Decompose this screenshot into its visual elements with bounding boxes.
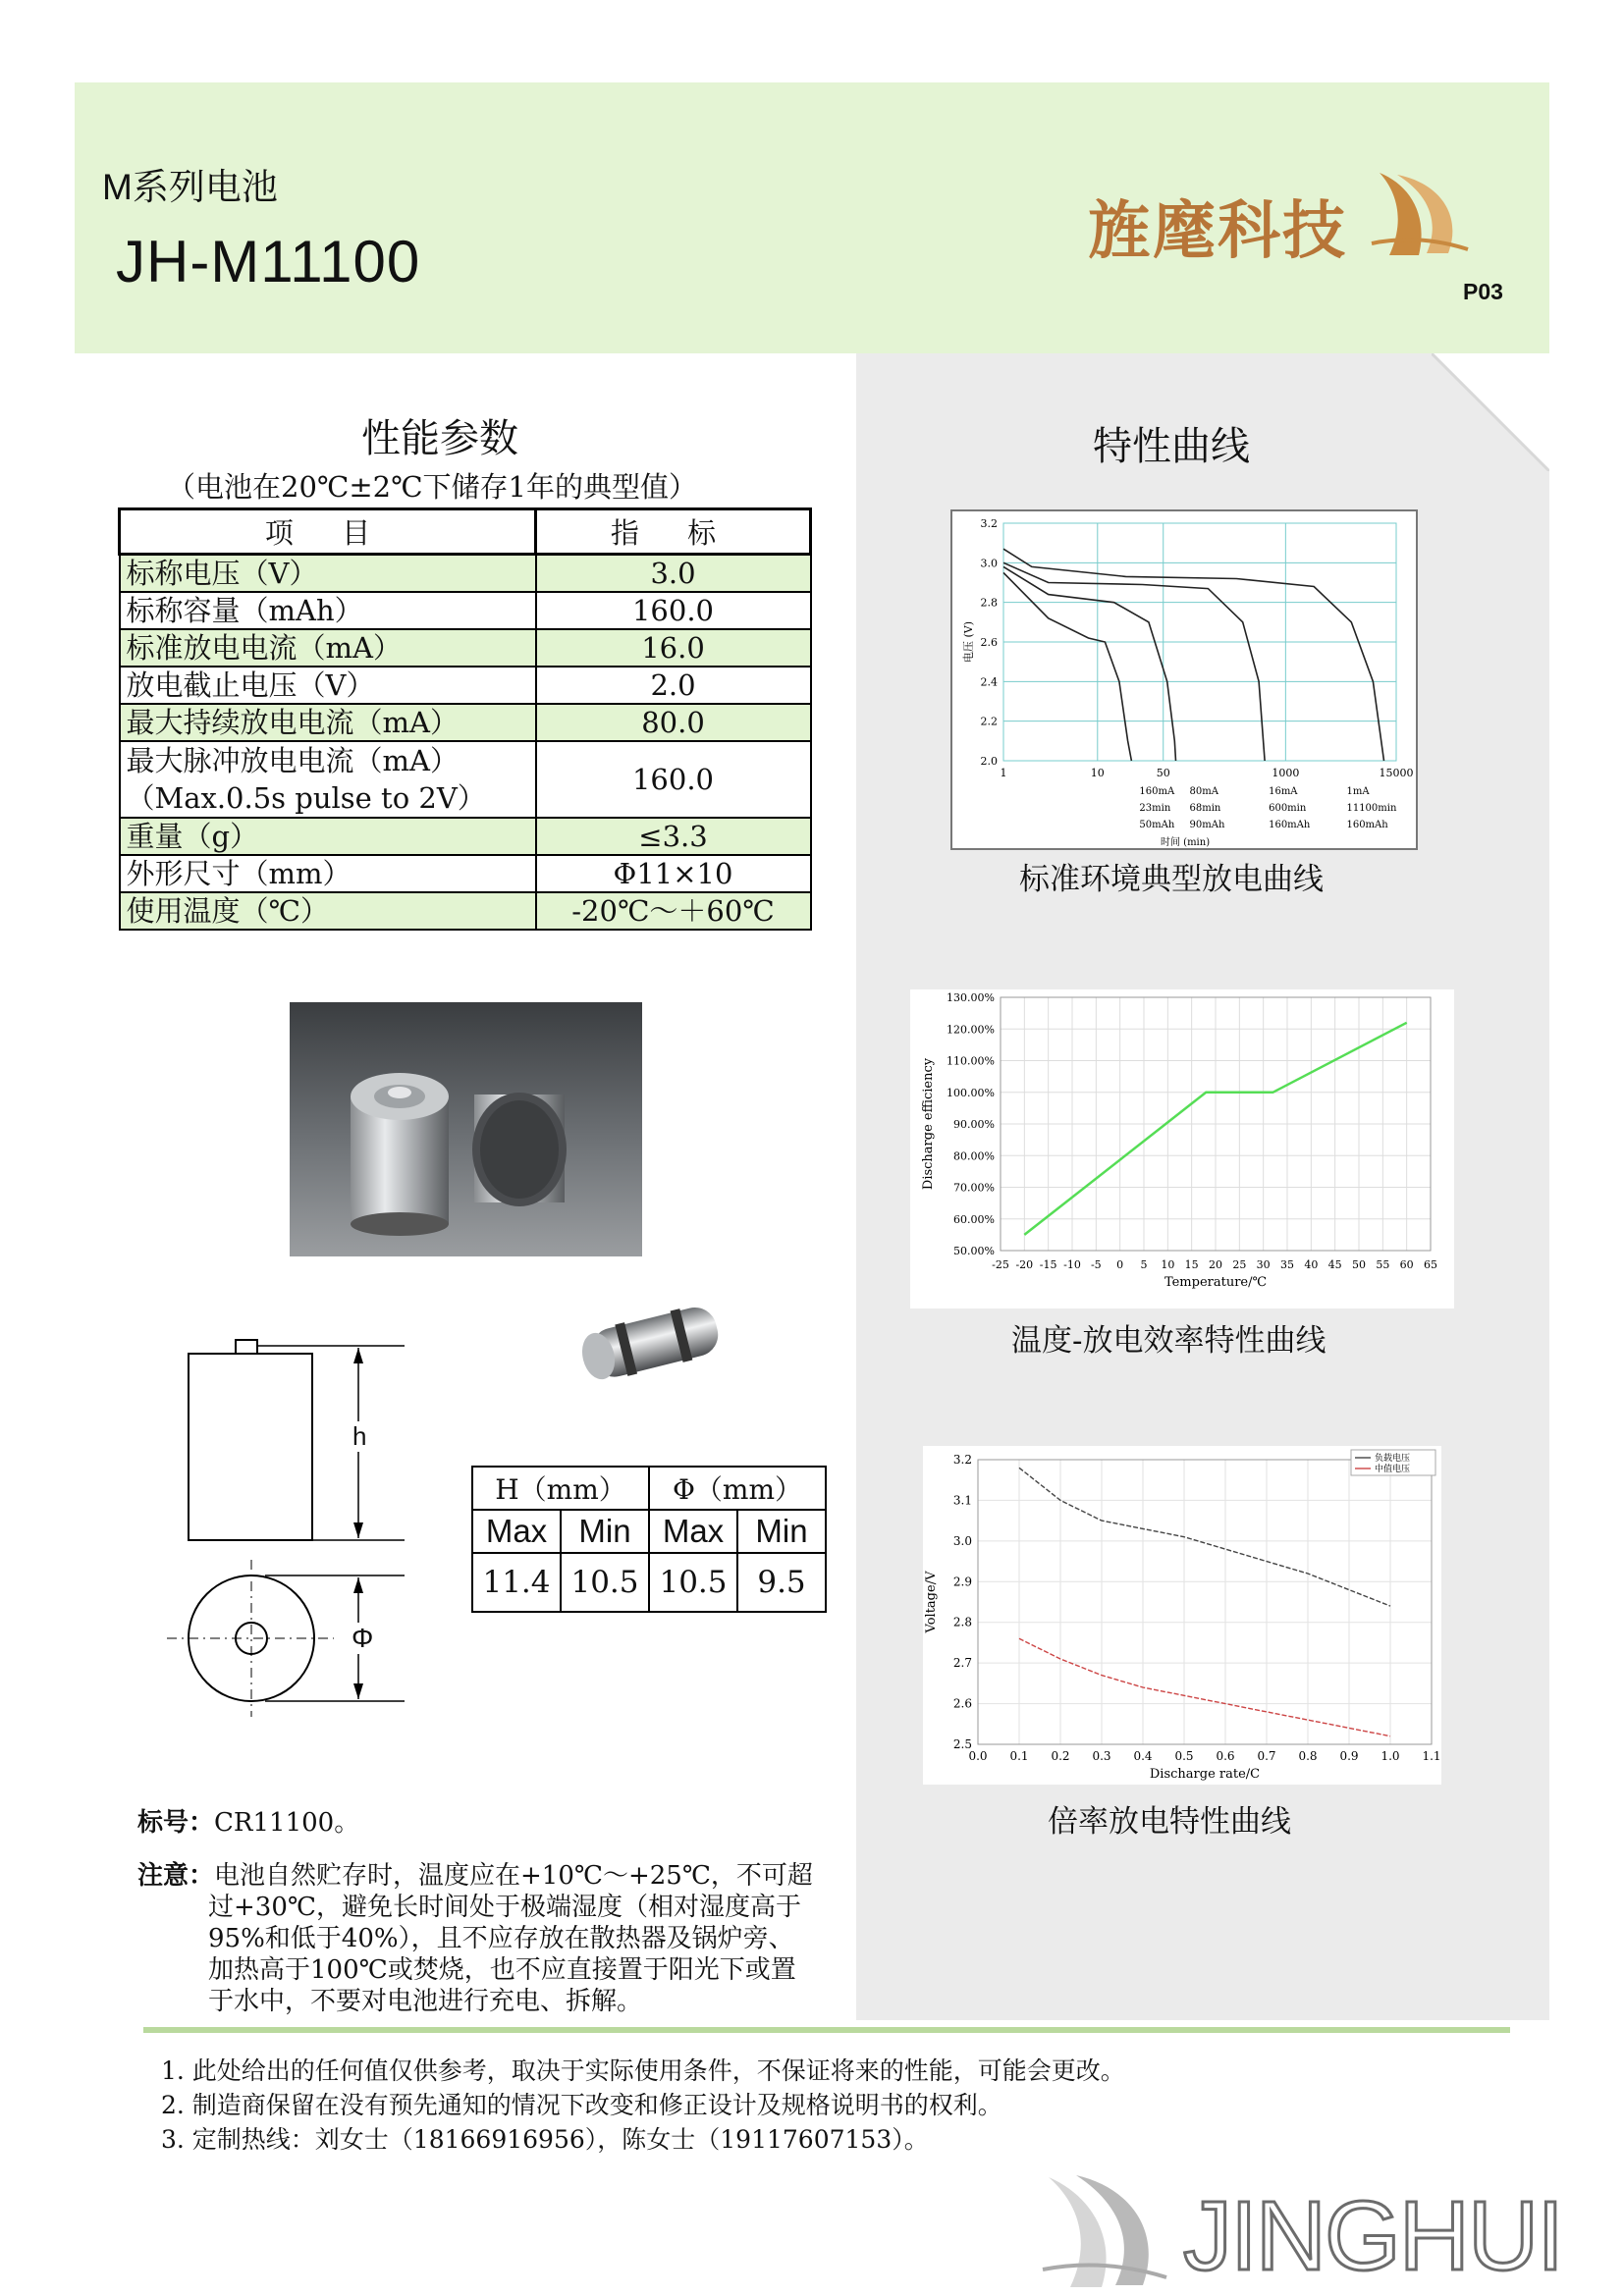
y-tick-label: 100.00% — [947, 1086, 995, 1099]
rate-chart — [923, 1446, 1441, 1785]
row-value: 160.0 — [536, 592, 811, 629]
x-tick-label: 50 — [1156, 767, 1170, 779]
curves-title: 特性曲线 — [1093, 424, 1250, 469]
model-title: JH-M11100 — [116, 229, 421, 294]
y-tick-label: 90.00% — [953, 1118, 995, 1131]
series-line — [1003, 572, 1131, 761]
x-tick-label: 40 — [1304, 1258, 1319, 1271]
x-tick-label: 1 — [1000, 767, 1007, 779]
dim-sub-row — [472, 1510, 826, 1553]
col-phi-header: Φ（mm） — [649, 1467, 826, 1510]
curve-annotation: 11100min — [1346, 803, 1397, 814]
x-tick-label: 0.3 — [1092, 1749, 1111, 1763]
x-tick-label: 35 — [1280, 1258, 1294, 1271]
x-tick-label: -25 — [992, 1258, 1009, 1271]
footer-item: 3. 定制热线：刘女士（18166916956），陈女士（19117607153）。 — [161, 2125, 929, 2154]
y-tick-label: 2.5 — [952, 1737, 972, 1751]
page-number: P03 — [1463, 279, 1503, 304]
col-index-header: 指 标 — [536, 509, 811, 555]
x-axis-label: Discharge rate/C — [1149, 1767, 1261, 1782]
curve-annotation: 160mAh — [1346, 820, 1388, 830]
x-tick-label: 0.1 — [1009, 1749, 1029, 1763]
x-tick-label: 0.5 — [1174, 1749, 1194, 1763]
col-item-header: 项 目 — [120, 509, 536, 555]
x-tick-label: 0.0 — [968, 1749, 988, 1763]
y-tick-label: 2.8 — [980, 596, 998, 610]
x-tick-label: -10 — [1063, 1258, 1081, 1271]
sail-logo-bottom-icon — [1041, 2167, 1168, 2291]
y-tick-label: 3.1 — [952, 1493, 972, 1508]
y-tick-label: 130.00% — [947, 991, 995, 1004]
footer-divider — [143, 2027, 1510, 2033]
x-axis-label: 时间 (min) — [1161, 837, 1211, 848]
height-label: h — [352, 1421, 367, 1451]
curve-annotation: 160mAh — [1269, 820, 1311, 830]
footer-item: 1. 此处给出的任何值仅供参考，取决于实际使用条件，不保证将来的性能，可能会更改。 — [161, 2056, 1125, 2085]
row-value: ≤3.3 — [536, 818, 811, 855]
phi-min-value: 9.5 — [737, 1553, 826, 1612]
discharge-chart — [952, 511, 1416, 848]
model-mark — [137, 1806, 359, 1839]
curve-annotation: 1mA — [1346, 786, 1370, 797]
footer-item: 2. 制造商保留在没有预先通知的情况下改变和修正设计及规格说明书的权利。 — [161, 2091, 1002, 2119]
temperature-chart — [910, 989, 1454, 1308]
row-key: 重量（g） — [120, 818, 536, 855]
y-tick-label: 60.00% — [953, 1212, 995, 1226]
brand-name-cn: 旌麾科技 — [1088, 194, 1347, 268]
y-tick-label: 2.8 — [952, 1615, 972, 1629]
x-tick-label: 10 — [1161, 1258, 1175, 1271]
x-tick-label: 50 — [1352, 1258, 1366, 1271]
x-tick-label: 60 — [1399, 1258, 1414, 1271]
attention-line: 于水中，不要对电池进行充电、拆解。 — [208, 1987, 643, 2016]
y-tick-label: 3.2 — [980, 517, 998, 530]
row-key-line2: （Max.0.5s pulse to 2V） — [126, 781, 486, 815]
curve-annotation: 50mAh — [1139, 820, 1175, 830]
table-row — [120, 667, 811, 704]
y-tick-label: 3.0 — [980, 557, 998, 570]
y-tick-label: 2.0 — [980, 755, 998, 768]
x-tick-label: 65 — [1424, 1258, 1437, 1271]
series-line — [1003, 562, 1265, 761]
attention-line: 过+30℃，避免长时间处于极端湿度（相对湿度高于 — [208, 1893, 801, 1922]
row-key: 标称容量（mAh） — [120, 592, 536, 629]
mark-value: CR11100。 — [214, 1808, 360, 1838]
dimension-table — [471, 1466, 827, 1613]
h-max-value: 11.4 — [472, 1553, 561, 1612]
x-tick-label: 0.2 — [1051, 1749, 1070, 1763]
table-row — [120, 555, 811, 593]
mark-label: 标号： — [137, 1807, 215, 1837]
y-tick-label: 120.00% — [947, 1023, 995, 1037]
x-tick-label: 1.1 — [1422, 1749, 1441, 1763]
series-line — [1019, 1468, 1390, 1606]
row-key: 使用温度（℃） — [120, 892, 536, 930]
page-fold-decoration — [1432, 353, 1549, 471]
discharge-chart-frame — [950, 509, 1418, 850]
product-photo — [290, 1002, 642, 1256]
y-axis-label: Voltage/V — [924, 1571, 939, 1633]
perf-subtitle: （电池在20℃±2℃下储存1年的典型值） — [167, 470, 697, 504]
y-tick-label: 50.00% — [953, 1245, 995, 1257]
row-value: 16.0 — [536, 629, 811, 667]
x-tick-label: 0 — [1116, 1258, 1124, 1271]
y-tick-label: 2.6 — [980, 636, 998, 649]
x-tick-label: -20 — [1015, 1258, 1034, 1271]
table-row — [120, 704, 811, 741]
x-tick-label: 15 — [1184, 1258, 1199, 1271]
x-tick-label: 45 — [1327, 1258, 1342, 1271]
row-value: 160.0 — [536, 741, 811, 818]
perf-title: 性能参数 — [361, 416, 518, 461]
x-tick-label: -15 — [1039, 1258, 1057, 1271]
x-tick-label: 1.0 — [1380, 1749, 1400, 1763]
h-min-header: Min — [561, 1510, 649, 1553]
row-key-line1: 最大脉冲放电电流（mA） — [126, 744, 459, 777]
sail-logo-icon — [1370, 165, 1470, 259]
chart2-caption: 温度-放电效率特性曲线 — [1011, 1323, 1326, 1359]
y-axis-label: Discharge efficiency — [921, 1057, 936, 1191]
row-key: 标称电压（V） — [120, 555, 536, 593]
x-tick-label: 5 — [1140, 1258, 1148, 1271]
y-axis-label: 电压 (V) — [962, 620, 975, 664]
series-line — [1003, 566, 1176, 761]
row-value: 80.0 — [536, 704, 811, 741]
x-tick-label: 0.6 — [1216, 1749, 1235, 1763]
series-line — [1003, 549, 1384, 761]
row-key: 最大持续放电电流（mA） — [120, 704, 536, 741]
dim-value-row — [472, 1553, 826, 1612]
chart1-caption: 标准环境典型放电曲线 — [1019, 862, 1324, 897]
curve-annotation: 600min — [1269, 803, 1307, 814]
legend-label: 负载电压 — [1375, 1454, 1411, 1464]
table-row — [120, 629, 811, 667]
y-tick-label: 2.9 — [952, 1575, 972, 1589]
legend-label: 中值电压 — [1375, 1465, 1411, 1474]
x-tick-label: 0.4 — [1133, 1749, 1153, 1763]
x-tick-label: 1000 — [1272, 767, 1300, 779]
table-row — [120, 592, 811, 629]
y-tick-label: 3.0 — [952, 1533, 972, 1548]
y-tick-label: 2.6 — [952, 1696, 972, 1711]
phi-min-header: Min — [737, 1510, 826, 1553]
table-row — [120, 892, 811, 930]
row-value: 2.0 — [536, 667, 811, 704]
x-tick-label: 25 — [1232, 1258, 1247, 1271]
chart3-caption: 倍率放电特性曲线 — [1048, 1804, 1291, 1840]
plot-frame — [978, 1460, 1432, 1744]
curve-annotation: 160mA — [1139, 786, 1175, 797]
x-tick-label: 0.9 — [1339, 1749, 1359, 1763]
attention-line: 加热高于100℃或焚烧，也不应直接置于阳光下或置 — [208, 1955, 796, 1985]
row-value: -20℃～＋60℃ — [536, 892, 811, 930]
x-tick-label: -5 — [1090, 1258, 1102, 1271]
rate-chart-frame — [923, 1446, 1441, 1785]
table-row — [120, 741, 811, 818]
y-tick-label: 70.00% — [953, 1181, 995, 1195]
y-tick-label: 2.7 — [952, 1656, 972, 1671]
attention-label: 注意： — [137, 1860, 215, 1890]
attention-line: 95%和低于40%），且不应存放在散热器及锅炉旁、 — [208, 1924, 794, 1953]
row-key: 标准放电电流（mA） — [120, 629, 536, 667]
table-row — [120, 818, 811, 855]
y-tick-label: 80.00% — [953, 1149, 995, 1163]
curve-annotation: 90mAh — [1189, 820, 1225, 830]
x-tick-label: 20 — [1209, 1258, 1222, 1271]
y-tick-label: 3.2 — [952, 1453, 972, 1467]
row-key: 放电截止电压（V） — [120, 667, 536, 704]
attention-line: 电池自然贮存时，温度应在+10℃～+25℃，不可超 — [214, 1861, 813, 1891]
pin-battery-photo — [569, 1296, 741, 1389]
row-key — [120, 741, 536, 818]
dim-header-row — [472, 1467, 826, 1510]
series-title: M系列电池 — [102, 167, 278, 207]
y-tick-label: 2.2 — [980, 715, 998, 728]
h-min-value: 10.5 — [561, 1553, 649, 1612]
curve-annotation: 16mA — [1269, 786, 1298, 797]
diameter-label: Φ — [352, 1623, 374, 1653]
y-tick-label: 110.00% — [947, 1054, 995, 1068]
row-value: 3.0 — [536, 555, 811, 593]
col-h-header: H（mm） — [472, 1467, 649, 1510]
x-axis-label: Temperature/℃ — [1164, 1275, 1268, 1290]
h-max-header: Max — [472, 1510, 561, 1553]
curve-annotation: 80mA — [1189, 786, 1218, 797]
x-tick-label: 0.7 — [1257, 1749, 1276, 1763]
row-key: 外形尺寸（mm） — [120, 855, 536, 892]
brand-name-en: JINGHUI — [1183, 2181, 1562, 2291]
row-value: Φ11×10 — [536, 855, 811, 892]
x-tick-label: 0.8 — [1298, 1749, 1318, 1763]
param-table — [118, 507, 812, 931]
x-tick-label: 10 — [1090, 767, 1105, 779]
y-tick-label: 2.4 — [980, 675, 998, 689]
phi-max-value: 10.5 — [649, 1553, 737, 1612]
curve-annotation: 68min — [1189, 803, 1221, 814]
table-header-row — [120, 509, 811, 555]
curve-annotation: 23min — [1139, 803, 1171, 814]
phi-max-header: Max — [649, 1510, 737, 1553]
series-line — [1019, 1638, 1390, 1735]
table-row — [120, 855, 811, 892]
x-tick-label: 55 — [1376, 1258, 1390, 1271]
x-tick-label: 15000 — [1379, 767, 1414, 779]
dimension-drawing — [157, 1330, 422, 1723]
attention-note — [137, 1859, 864, 2017]
temperature-chart-frame — [910, 989, 1454, 1308]
x-tick-label: 30 — [1256, 1258, 1271, 1271]
